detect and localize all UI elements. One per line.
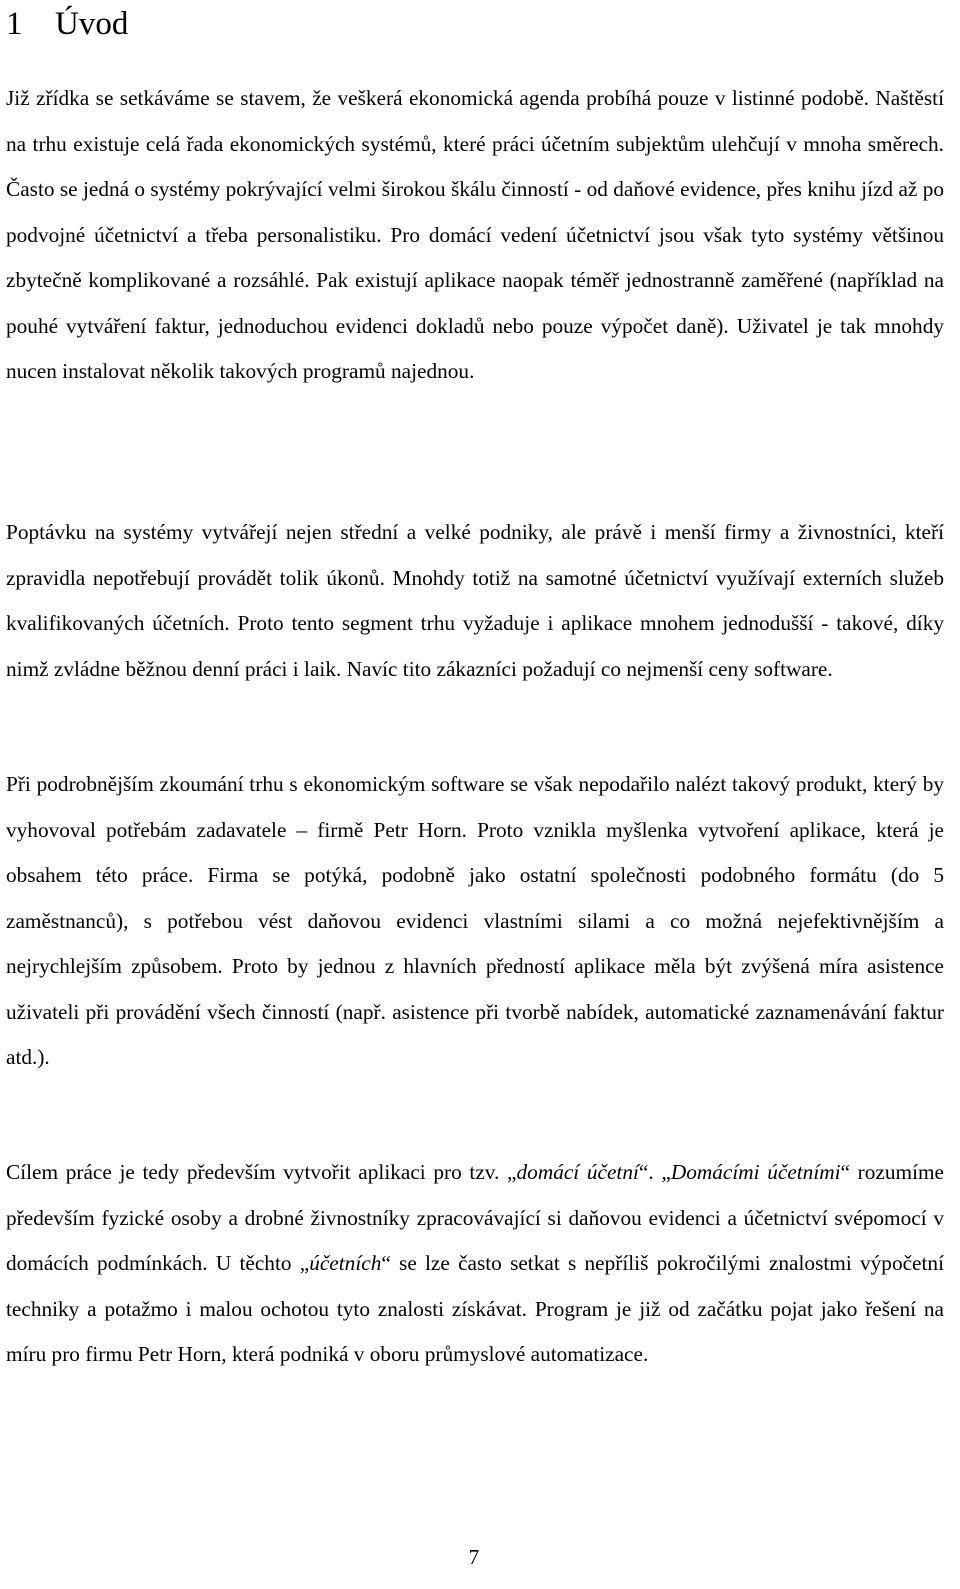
paragraph-3: Při podrobnějším zkoumání trhu s ekonomickým software se však nepodařilo nalézt takový produkt, který by vyhovoval potřebám zadavatele – firmě Petr Horn. Proto vznikla myšlenka vytvoření aplikace, která je obsahem této práce. Firma se potýká, podobně jako ostatní společnosti podobného formátu (do 5 zaměstnanců), s potřebou vést daňovou evidenci vlastními silami a co možná nejefektivnějším a nejrychlejším způsobem. Proto by jednou z hlavních předností aplikace měla být zvýšená míra asistence uživateli při provádění všech činností (např. asistence při tvorbě nabídek, automatické zaznamenávání faktur atd.). bbox=[6, 772, 944, 1069]
paragraph-4-text-4: “ se lze často setkat s nepříliš pokročilými znalostmi výpočetní techniky a potažmo i malou ochotou tyto znalosti získávat. Program je již od začátku pojat jako řešení na míru pro firmu Petr Horn, která podniká v oboru průmyslové automatizace. bbox=[6, 1251, 944, 1366]
paragraph-4 bbox=[6, 1150, 944, 1378]
paragraph-4-text-3: “ rozumíme především fyzické osoby a drobné živnostníky zpracovávající si daňovou evidenci a účetnictví svépomocí v domácích podmínkách. U těchto „ bbox=[6, 1160, 945, 1275]
paragraph-4-text-2: “. „ bbox=[638, 1160, 671, 1184]
term-domaci-ucetni: domácí účetní bbox=[516, 1160, 639, 1184]
chapter-number: 1 bbox=[6, 6, 23, 42]
term-ucetnich: účetních bbox=[309, 1251, 382, 1275]
chapter-title: Úvod bbox=[55, 6, 129, 42]
page-number: 7 bbox=[468, 1545, 480, 1569]
paragraph-1: Již zřídka se setkáváme se stavem, že veškerá ekonomická agenda probíhá pouze v listinné podobě. Naštěstí na trhu existuje celá řada ekonomických systémů, které práci účetním subjektům ulehčují v mnoha směrech. Často se jedná o systémy pokrývající velmi širokou škálu činností - od daňové evidence, přes knihu jízd až po podvojné účetnictví a třeba personalistiku. Pro domácí vedení účetnictví jsou však tyto systémy většinou zbytečně komplikované a rozsáhlé. Pak existují aplikace naopak téměř jednostranně zaměřené (například na pouhé vytváření faktur, jednoduchou evidenci dokladů nebo pouze výpočet daně). Uživatel je tak mnohdy nucen instalovat několik takových programů najednou. bbox=[6, 86, 944, 383]
paragraph-4-text-1: Cílem práce je tedy především vytvořit aplikaci pro tzv. „ bbox=[6, 1160, 517, 1184]
term-domacimi-ucetnimi: Domácími účetními bbox=[670, 1160, 841, 1184]
chapter-heading bbox=[6, 2, 128, 46]
paragraph-2: Poptávku na systémy vytvářejí nejen střední a velké podniky, ale právě i menší firmy a živnostníci, kteří zpravidla nepotřebují provádět tolik úkonů. Mnohdy totiž na samotné účetnictví využívají externích služeb kvalifikovaných účetních. Proto tento segment trhu vyžaduje i aplikace mnohem jednodušší - takové, díky nimž zvládne běžnou denní práci i laik. Navíc tito zákazníci požadují co nejmenší ceny software. bbox=[6, 520, 944, 681]
